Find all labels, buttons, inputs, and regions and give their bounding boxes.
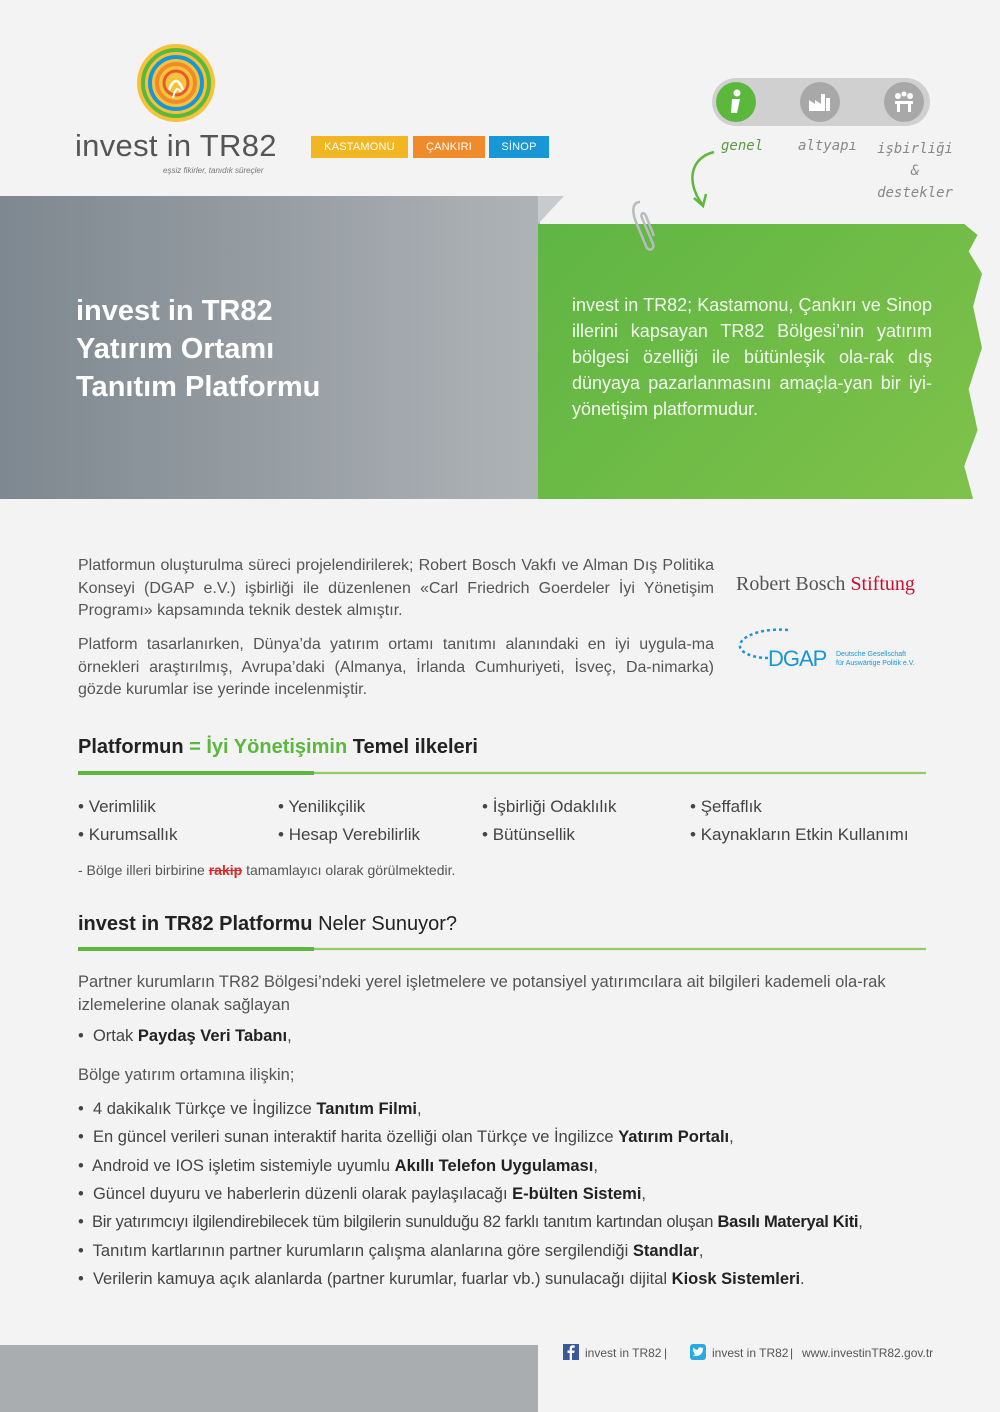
robert-bosch-logo — [736, 573, 915, 596]
principle-item: • Hesap Verebilirlik — [278, 825, 421, 844]
offer-bullet: • Android ve IOS işletim sistemiyle uyumlu Akıllı Telefon Uygulaması, — [78, 1157, 598, 1175]
offer-database-item: • Ortak Paydaş Veri Tabanı, — [78, 1027, 292, 1045]
note-start: - Bölge illeri birbirine — [78, 862, 205, 878]
intro-paragraph-1: Platformun oluşturulma süreci projelendirilerek; Robert Bosch Vakfı ve Alman Dış Politika Konseyi (DGAP e.V.) işbirliği ile düzenlenen «Carl Friedrich Goerdeler İyi Yönetişim Programı» kapsamında teknik destek almıştır. — [78, 557, 714, 619]
heading-platform: Platformun — [78, 736, 184, 758]
offer-sub-intro: Bölge yatırım ortamına ilişkin; — [78, 1066, 295, 1084]
footer-gray-panel — [0, 1345, 538, 1412]
principle-item: • Kaynakların Etkin Kullanımı — [690, 825, 909, 844]
offer-heading-regular: Neler Sunuyor? — [318, 913, 458, 935]
offer-bullet: • Verilerin kamuya açık alanlarda (partner kurumlar, fuarlar vb.) sunulacağı dijital Kiosk Sistemleri. — [78, 1270, 805, 1288]
province-sinop[interactable]: SİNOP — [489, 136, 549, 158]
principles-heading — [78, 736, 478, 759]
people-meeting-icon[interactable] — [884, 82, 924, 122]
principles-note — [78, 862, 455, 878]
principle-item: • Verimlilik — [78, 797, 156, 816]
dgap-subtitle — [836, 650, 915, 668]
note-end: tamamlayıcı olarak görülmektedir. — [246, 862, 456, 878]
dgap-subtitle-line2: für Auswärtige Politik e.V. — [836, 660, 915, 667]
offer-bullet: • 4 dakikalık Türkçe ve İngilizce Tanıtım Filmi, — [78, 1100, 422, 1118]
offer-heading — [78, 913, 457, 936]
factory-icon[interactable] — [800, 82, 840, 122]
nav-label-cooperation-line1: işbirliği & — [877, 141, 953, 179]
footer-facebook-link[interactable]: invest in TR82 — [585, 1346, 662, 1360]
note-strikethrough: rakip — [208, 862, 243, 878]
bosch-name: Robert Bosch — [736, 573, 846, 595]
footer-website-link[interactable]: www.investinTR82.gov.tr — [802, 1346, 934, 1360]
curved-arrow-icon — [684, 148, 724, 210]
principle-item: • İşbirliği Odaklılık — [482, 797, 617, 816]
heading-equals: = — [189, 736, 201, 758]
dgap-name: DGAP — [768, 646, 827, 671]
dgap-subtitle-line1: Deutsche Gesellschaft — [836, 651, 907, 658]
principle-item: • Yenilikçilik — [278, 797, 366, 816]
principle-item: • Şeffaflık — [690, 797, 762, 816]
banner-title-line2: Yatırım Ortamı — [76, 333, 275, 365]
offer-bullet: • Tanıtım kartlarının partner kurumların çalışma alanlarına göre sergilendiği Standlar, — [78, 1242, 704, 1260]
info-icon[interactable] — [716, 82, 756, 122]
dgap-logo — [736, 626, 928, 672]
section-divider — [78, 771, 926, 775]
logo-tagline: eşsiz fikirler, tanıdık süreçler — [163, 166, 264, 175]
paperclip-icon — [628, 198, 658, 254]
principle-item: • Kurumsallık — [78, 825, 178, 844]
offer-intro: Partner kurumların TR82 Bölgesi’ndeki yerel işletmelere ve potansiyel yatırımcılara ait bilgileri kademeli ola-rak izlemelerine olanak sağlayan — [78, 973, 886, 1014]
province-kastamonu[interactable]: KASTAMONU — [311, 136, 408, 158]
offer-heading-bold: invest in TR82 Platformu — [78, 913, 313, 935]
section-divider — [78, 947, 926, 951]
footer-separator: | — [790, 1346, 794, 1360]
facebook-icon[interactable] — [563, 1344, 579, 1360]
footer-twitter-link[interactable]: invest in TR82 — [712, 1346, 789, 1360]
twitter-icon[interactable] — [690, 1344, 706, 1360]
intro-paragraph-2: Platform tasarlanırken, Dünya’da yatırım ortamı tanıtımı alanındaki en iyi uygula-ma örnekleri araştırılmış, Avrupa’daki (Almanya, İrlanda Cumhuriyeti, İsveç, Da-nimarka) gözde kurumlar ise yerinde incelenmiştir. — [78, 636, 714, 698]
heading-good-governance: İyi Yönetişimin — [206, 736, 348, 758]
offer-bullet: • En güncel verileri sunan interaktif harita özelliği olan Türkçe ve İngilizce Yatırım Portalı, — [78, 1128, 734, 1146]
nav-label-cooperation-line2: destekler — [877, 185, 953, 201]
banner-title-line3: Tanıtım Platformu — [76, 371, 321, 403]
principle-item: • Bütünsellik — [482, 825, 575, 844]
offer-bullet: • Bir yatırımcıyı ilgilendirebilecek tüm bilgilerin sunulduğu 82 farklı tanıtım kartından oluşan Basılı Materyal Kiti, — [78, 1213, 863, 1231]
offer-bullet: • Güncel duyuru ve haberlerin düzenli olarak paylaşılacağı E-bülten Sistemi, — [78, 1185, 647, 1203]
nav-label-cooperation[interactable] — [870, 138, 960, 204]
bosch-stiftung: Stiftung — [850, 573, 915, 595]
province-cankiri[interactable]: ÇANKIRI — [413, 136, 485, 158]
footer-separator: | — [664, 1346, 668, 1360]
logo-text: invest in TR82 — [75, 128, 277, 163]
nav-label-infrastructure[interactable]: altyapı — [798, 138, 858, 154]
heading-principles: Temel ilkeleri — [352, 736, 478, 758]
fingerprint-logo-icon — [135, 42, 217, 124]
nav-label-general[interactable]: genel — [721, 138, 764, 154]
banner-title-line1: invest in TR82 — [76, 295, 273, 327]
banner-title — [76, 292, 320, 406]
banner-fold — [538, 196, 564, 224]
banner-description: invest in TR82; Kastamonu, Çankırı ve Sinop illerini kapsayan TR82 Bölgesi’nin yatırım bölgesi özelliği ile bütünleşik ola-rak dış dünyaya pazarlanmasını amaçla-yan bir iyi-yönetişim platformudur. — [572, 295, 932, 419]
